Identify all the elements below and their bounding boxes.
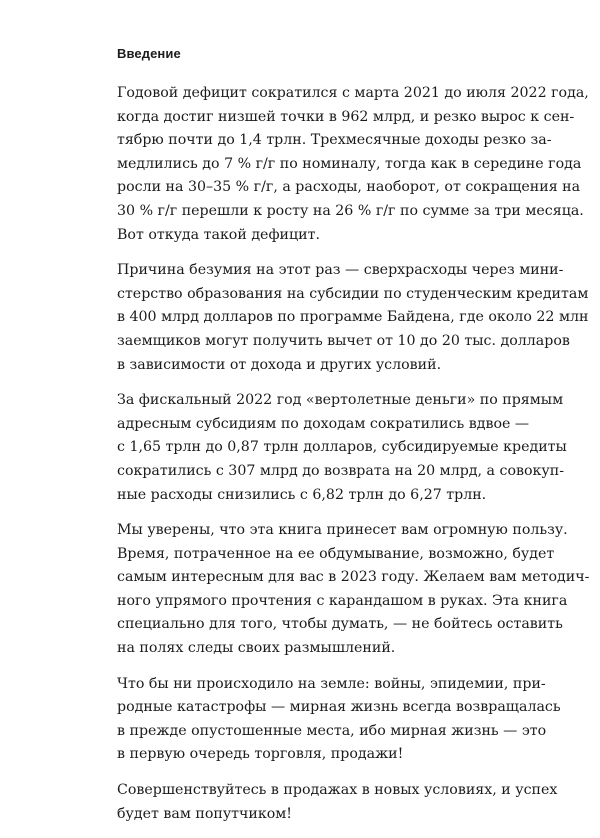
text-line: в прежде опустошенные места, ибо мирная жизнь — это <box>117 722 547 739</box>
text-line: ного упрямого прочтения с карандашом в руках. Эта книга <box>117 592 568 609</box>
text-line: специально для того, чтобы думать, — не бойтесь оставить <box>117 616 563 633</box>
body-text <box>117 82 590 838</box>
text-line: стерство образования на субсидии по студенческим кредитам <box>117 285 589 302</box>
text-line: в 400 млрд долларов по программе Байдена, где около 22 млн <box>117 309 589 326</box>
text-line: 30 % г/г перешли к росту на 26 % г/г по сумме за три месяца. <box>117 202 584 219</box>
text-line: ные расходы снизились с 6,82 трлн до 6,27 трлн. <box>117 486 487 503</box>
text-line: За фискальный 2022 год «вертолетные деньги» по прямым <box>117 392 564 409</box>
text-line: Вот откуда такой дефицит. <box>117 226 320 243</box>
text-line: Что бы ни происходило на земле: войны, эпидемии, при- <box>117 675 546 692</box>
text-line: родные катастрофы — мирная жизнь всегда возвращалась <box>117 699 561 716</box>
text-line: заемщиков могут получить вычет от 10 до 20 тыс. долларов <box>117 332 570 349</box>
paragraph <box>117 82 589 247</box>
paragraph <box>117 673 561 767</box>
text-line: Мы уверены, что эта книга принесет вам огромную пользу. <box>117 522 568 539</box>
text-line: в зависимости от дохода и других условий. <box>117 356 442 373</box>
text-line: росли на 30–35 % г/г, а расходы, наоборот, от сокращения на <box>117 179 581 196</box>
text-line: медлились до 7 % г/г по номиналу, тогда как в середине года <box>117 155 582 172</box>
running-head: Введение <box>117 46 181 61</box>
text-line: тябрю почти до 1,4 трлн. Трехмесячные доходы резко за- <box>117 132 552 149</box>
text-line: Время, потраченное на ее обдумывание, возможно, будет <box>117 545 555 562</box>
text-line: на полях следы своих размышлений. <box>117 640 396 657</box>
text-line: самым интересным для вас в 2023 году. Желаем вам методич- <box>117 569 590 586</box>
text-line: адресным субсидиям по доходам сократились вдвое — <box>117 415 530 432</box>
paragraph <box>117 519 590 661</box>
paragraph <box>117 259 589 377</box>
text-line: Годовой дефицит сократился с марта 2021 до июля 2022 года, <box>117 85 589 101</box>
text-line: сократились с 307 млрд до возврата на 20 млрд, а совокуп- <box>117 462 564 479</box>
paragraph <box>117 779 558 826</box>
text-line: когда достиг низшей точки в 962 млрд, и резко вырос к сен- <box>117 108 575 125</box>
paragraph <box>117 389 567 507</box>
text-line: Причина безумия на этот раз — сверхрасходы через мини- <box>117 262 564 279</box>
text-line: в первую очередь торговля, продажи! <box>117 746 404 763</box>
text-line: Совершенствуйтесь в продажах в новых условиях, и успех <box>117 782 558 799</box>
text-line: будет вам попутчиком! <box>117 805 293 822</box>
text-line: с 1,65 трлн до 0,87 трлн долларов, субсидируемые кредиты <box>117 439 567 456</box>
